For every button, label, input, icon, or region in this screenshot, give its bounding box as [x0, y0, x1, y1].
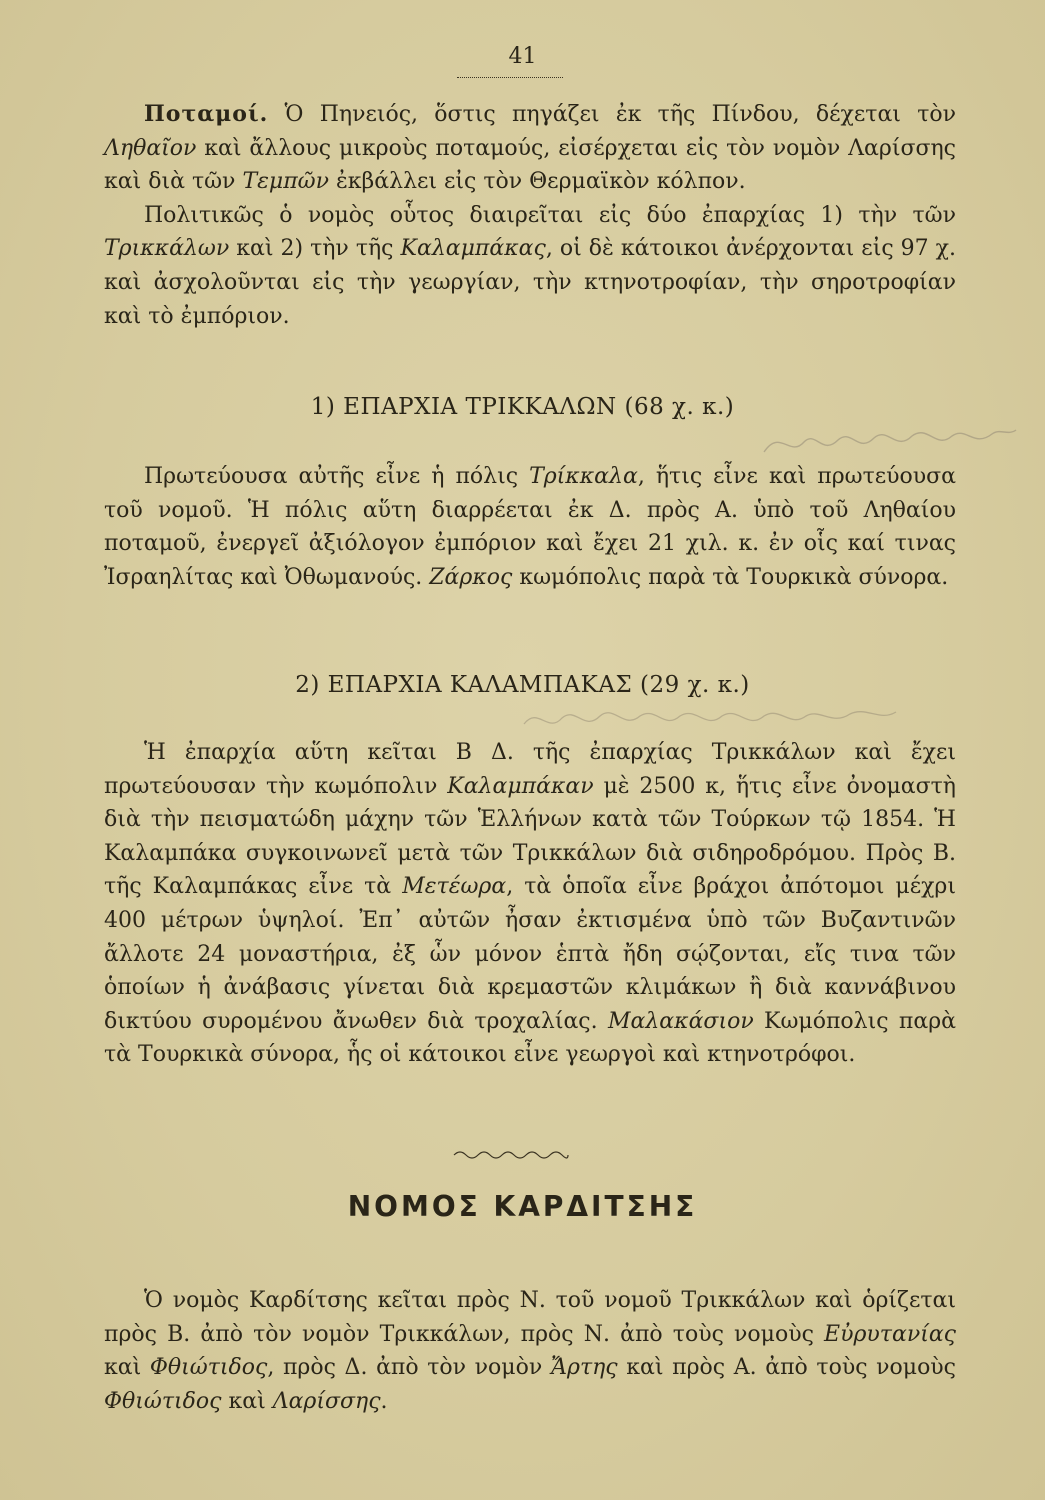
pencil-scribble-marginalia	[760, 418, 1020, 468]
eparchy-trikala-section	[104, 460, 956, 594]
eparchy-trikala-heading: 1) ΕΠΑΡΧΙΑ ΤΡΙΚΚΑΛΩΝ (68 χ. κ.)	[310, 394, 735, 420]
rivers-paragraph: Ποταμοί. Ὁ Πηνειός, ὅστις πηγάζει ἐκ τῆς Πίνδου, δέχεται τὸν Ληθαῖον καὶ ἄλλους μικροὺς ποταμούς, εἰσέρχεται εἰς τὸν νομὸν Λαρίσσης καὶ διὰ τῶν Τεμπῶν ἐκβάλλει εἰς τὸν Θερμαϊκὸν κόλπον.	[104, 101, 956, 195]
wavy-divider-ornament	[452, 1147, 570, 1161]
karditsa-section	[104, 1284, 956, 1418]
nomos-karditsa-title: ΝΟΜΟΣ ΚΑΡΔΙΤΣΗΣ	[347, 1190, 698, 1223]
political-division-paragraph: Πολιτικῶς ὁ νομὸς οὗτος διαιρεῖται εἰς δύο ἐπαρχίας 1) τὴν τῶν Τρικκάλων καὶ 2) τὴν τῆς Καλαμπάκας, οἱ δὲ κάτοικοι ἀνέρχονται εἰς 97 χ. καὶ ἀσχολοῦνται εἰς τὴν γεωργίαν, τὴν κτηνοτροφίαν, τὴν σηροτροφίαν καὶ τὸ ἐμπόριον.	[104, 202, 956, 329]
eparchy-kalambaka-paragraph: Ἡ ἐπαρχία αὕτη κεῖται Β Δ. τῆς ἐπαρχίας Τρικκάλων καὶ ἔχει πρωτεύουσαν τὴν κωμόπολιν Καλαμπάκαν μὲ 2500 κ, ἥτις εἶνε ὀνομαστὴ διὰ τὴν πεισματώδη μάχην τῶν Ἑλλήνων κατὰ τῶν Τούρκων τῷ 1854. Ἡ Καλαμπάκα συγκοινωνεῖ μετὰ τῶν Τρικκάλων διὰ σιδηροδρόμου. Πρὸς Β. τῆς Καλαμπάκας εἶνε τὰ Μετέωρα, τὰ ὁποῖα εἶνε βράχοι ἀπότομοι μέχρι 400 μέτρων ὑψηλοί. Ἐπ᾽ αὐτῶν ἦσαν ἐκτισμένα ὑπὸ τῶν Βυζαντινῶν ἄλλοτε 24 μοναστήρια, ἐξ ὧν μόνον ἑπτὰ ἤδη σῴζονται, εἴς τινα τῶν ὁποίων ἡ ἀνάβασις γίνεται διὰ κρεμαστῶν κλιμάκων ἢ διὰ καννάβινου δικτύου συρομένου ἄνωθεν διὰ τροχαλίας. Μαλακάσιον Κωμόπολις παρὰ τὰ Τουρκικὰ σύνορα, ἧς οἱ κάτοικοι εἶνε γεωργοὶ καὶ κτηνοτρόφοι.	[104, 740, 957, 1068]
pencil-scribble-marginalia	[520, 700, 900, 740]
eparchy-kalambaka-section	[104, 736, 956, 1072]
rivers-section	[104, 98, 956, 333]
run-in-heading: Ποταμοί.	[144, 101, 269, 127]
page-number-rule	[457, 77, 563, 78]
page-number: 41	[508, 44, 537, 69]
karditsa-paragraph: Ὁ νομὸς Καρδίτσης κεῖται πρὸς Ν. τοῦ νομοῦ Τρικκάλων καὶ ὁρίζεται πρὸς Β. ἀπὸ τὸν νομὸν Τρικκάλων, πρὸς Ν. ἀπὸ τοὺς νομοὺς Εὐρυτανίας καὶ Φθιώτιδος, πρὸς Δ. ἀπὸ τὸν νομὸν Ἄρτης καὶ πρὸς Α. ἀπὸ τοὺς νομοὺς Φθιώτιδος καὶ Λαρίσσης.	[104, 1288, 957, 1414]
eparchy-trikala-paragraph: Πρωτεύουσα αὐτῆς εἶνε ἡ πόλις Τρίκκαλα, ἥτις εἶνε καὶ πρωτεύουσα τοῦ νομοῦ. Ἡ πόλις αὕτη διαρρέεται ἐκ Δ. πρὸς Α. ὑπὸ τοῦ Ληθαίου ποταμοῦ, ἐνεργεῖ ἀξιόλογον ἐμπόριον καὶ ἔχει 21 χιλ. κ. ἐν οἷς καί τινας Ἰσραηλίτας καὶ Ὀθωμανούς. Ζάρκος κωμόπολις παρὰ τὰ Τουρκικὰ σύνορα.	[104, 464, 956, 590]
eparchy-kalambaka-heading: 2) ΕΠΑΡΧΙΑ ΚΑΛΑΜΠΑΚΑΣ (29 χ. κ.)	[295, 672, 750, 698]
